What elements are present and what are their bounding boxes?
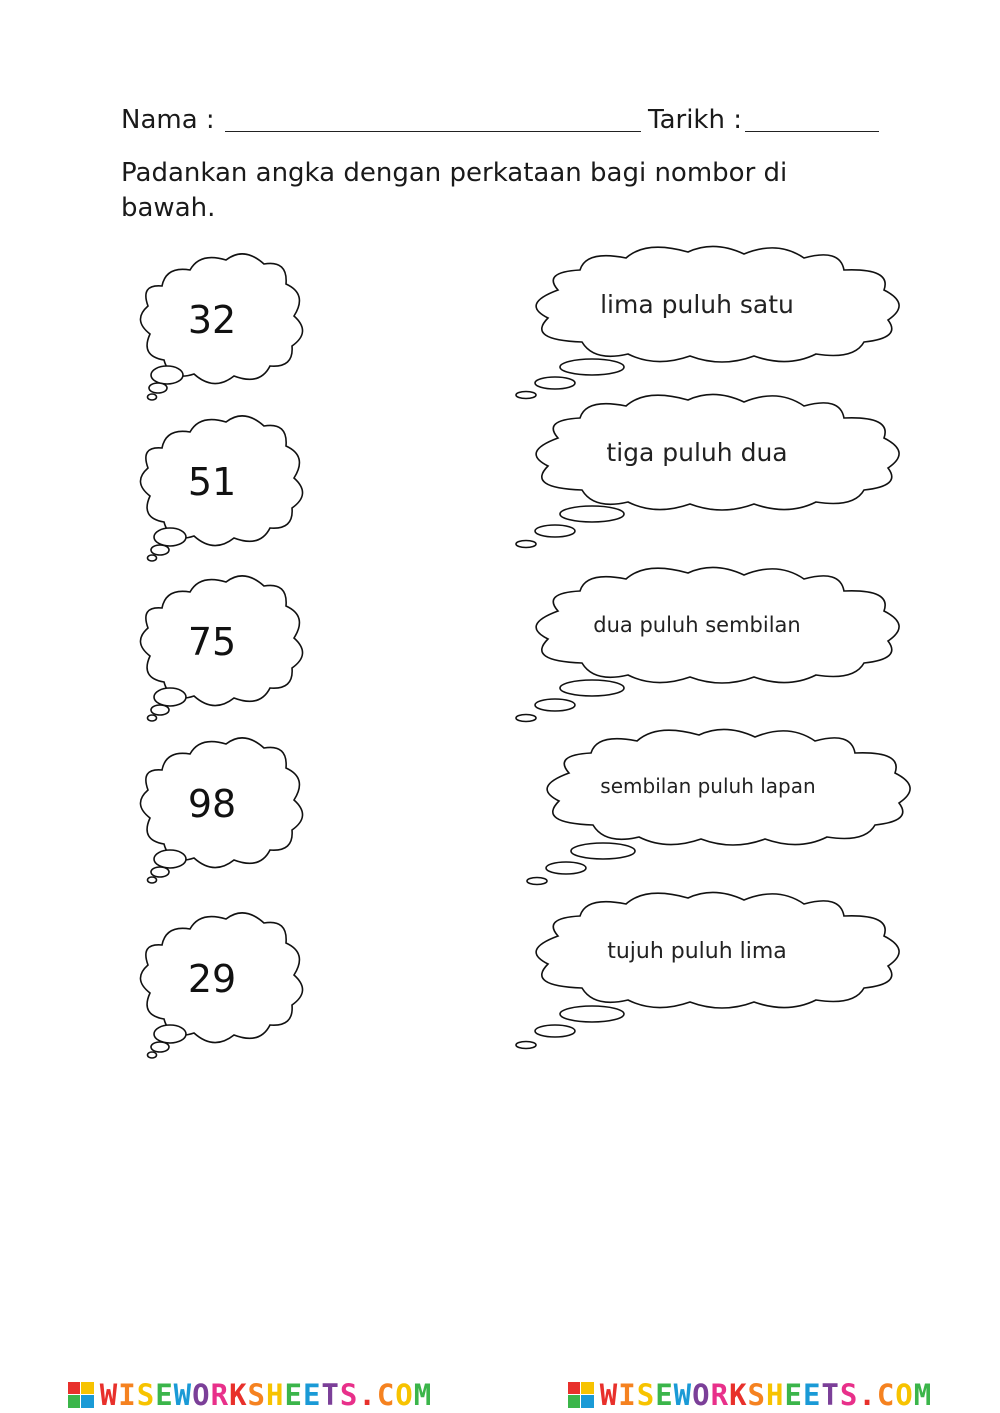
number-label: 98 bbox=[187, 782, 237, 826]
number-cloud-2 bbox=[140, 416, 302, 561]
number-cloud-3 bbox=[140, 576, 302, 721]
number-cloud-4 bbox=[140, 738, 302, 883]
word-label: lima puluh satu bbox=[600, 290, 794, 319]
word-cloud-5 bbox=[516, 892, 899, 1048]
word-label: dua puluh sembilan bbox=[593, 613, 801, 637]
number-label: 75 bbox=[187, 620, 237, 664]
word-cloud-4 bbox=[527, 729, 910, 884]
word-cloud-3 bbox=[516, 567, 899, 721]
date-label: Tarikh : bbox=[648, 105, 742, 135]
footer-brand-unit bbox=[68, 1379, 432, 1411]
number-label: 29 bbox=[187, 957, 237, 1001]
footer-branding bbox=[0, 1376, 1000, 1413]
number-cloud-5 bbox=[140, 913, 302, 1058]
word-label: sembilan puluh lapan bbox=[600, 774, 816, 798]
number-label: 51 bbox=[187, 460, 237, 504]
word-cloud-1 bbox=[516, 246, 899, 398]
footer-brand-unit bbox=[568, 1379, 932, 1411]
word-cloud-2 bbox=[516, 394, 899, 547]
number-label: 32 bbox=[187, 298, 237, 342]
instruction-text: Padankan angka dengan perkataan bagi nombor di bawah. bbox=[121, 158, 788, 223]
name-label: Nama : bbox=[121, 105, 215, 135]
word-label: tiga puluh dua bbox=[606, 438, 788, 467]
wise-logo-icon bbox=[68, 1382, 94, 1408]
brand-text: WISEWORKSHEETS.COM bbox=[99, 1377, 433, 1412]
brand-text: WISEWORKSHEETS.COM bbox=[599, 1377, 933, 1412]
word-label: tujuh puluh lima bbox=[607, 939, 787, 964]
wise-logo-icon bbox=[568, 1382, 594, 1408]
number-cloud-1 bbox=[140, 254, 302, 400]
